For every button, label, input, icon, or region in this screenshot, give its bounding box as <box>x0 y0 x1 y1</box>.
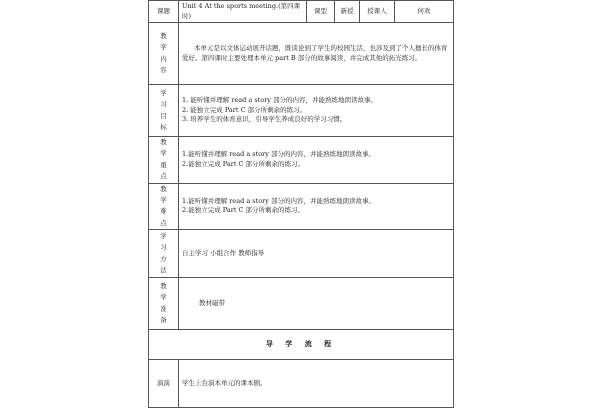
list-item: 1.能听懂并理解 read a story 部分的内容，并能熟练地朗读故事。 <box>182 150 375 159</box>
focus-label: 教 学 重 点 <box>149 137 179 184</box>
topic-label: 课题 <box>149 1 179 23</box>
goals-label: 学 习 目 标 <box>149 85 179 137</box>
list-item: 2.能独立完成 Part C 部分所剩余的练习。 <box>182 206 305 215</box>
flow-row-text: 学生上台演本单元的课本剧。 <box>179 360 454 408</box>
flow-row <box>149 360 454 408</box>
list-item: 2.能独立完成 Part C 部分所剩余的练习。 <box>182 159 305 168</box>
prep-label: 教 学 准 备 <box>149 278 179 330</box>
flow-title-row <box>149 330 454 360</box>
method-row <box>149 230 454 278</box>
teacher-value: 何欢 <box>395 1 454 23</box>
lesson-type-value: 新授 <box>335 1 360 23</box>
prep-text: 教材磁带 <box>179 278 454 330</box>
method-text: 自主学习 小组合作 教师指导 <box>179 230 454 278</box>
focus-row <box>149 137 454 184</box>
topic-value: Unit 4 At the sports meeting.(第四课时) <box>179 1 307 23</box>
flow-title: 导 学 流 程 <box>149 330 454 360</box>
content-row <box>149 23 454 85</box>
goals-list <box>179 85 454 137</box>
list-item: 1.能听懂并理解 read a story 部分的内容，并能熟练地朗读故事。 <box>182 196 375 205</box>
lesson-type-label: 课型 <box>307 1 335 23</box>
difficulty-list <box>179 183 454 230</box>
prep-row <box>149 278 454 330</box>
content-text-cell <box>179 23 454 85</box>
list-item: 2. 能独立完成 Part C 部分所剩余的练习。 <box>182 105 307 114</box>
method-label: 学 习 方 法 <box>149 230 179 278</box>
content-text: 本单元是以文体运动展开话题，既谈论到了学生的校园生活，也涉及到了个人擅长的体育爱好。第四课时主要处理本单元 part B 部分的故事阅读，并完成其他的拓光练习。 <box>182 44 448 62</box>
header-row <box>149 1 454 23</box>
teacher-label: 授课人 <box>360 1 395 23</box>
goals-row <box>149 85 454 137</box>
focus-list <box>179 137 454 184</box>
lesson-plan-table <box>148 0 454 408</box>
difficulty-label: 教 学 难 点 <box>149 183 179 230</box>
difficulty-row <box>149 183 454 230</box>
list-item: 1. 能听懂并理解 read a story 部分的内容，并能熟练地朗读故事。 <box>182 96 378 105</box>
list-item: 3. 培养学生的体育意识，引导学生养成良好的学习习惯。 <box>182 115 347 124</box>
flow-row-label: 演演 <box>149 360 179 408</box>
content-label: 教 学 内 容 <box>149 23 179 85</box>
